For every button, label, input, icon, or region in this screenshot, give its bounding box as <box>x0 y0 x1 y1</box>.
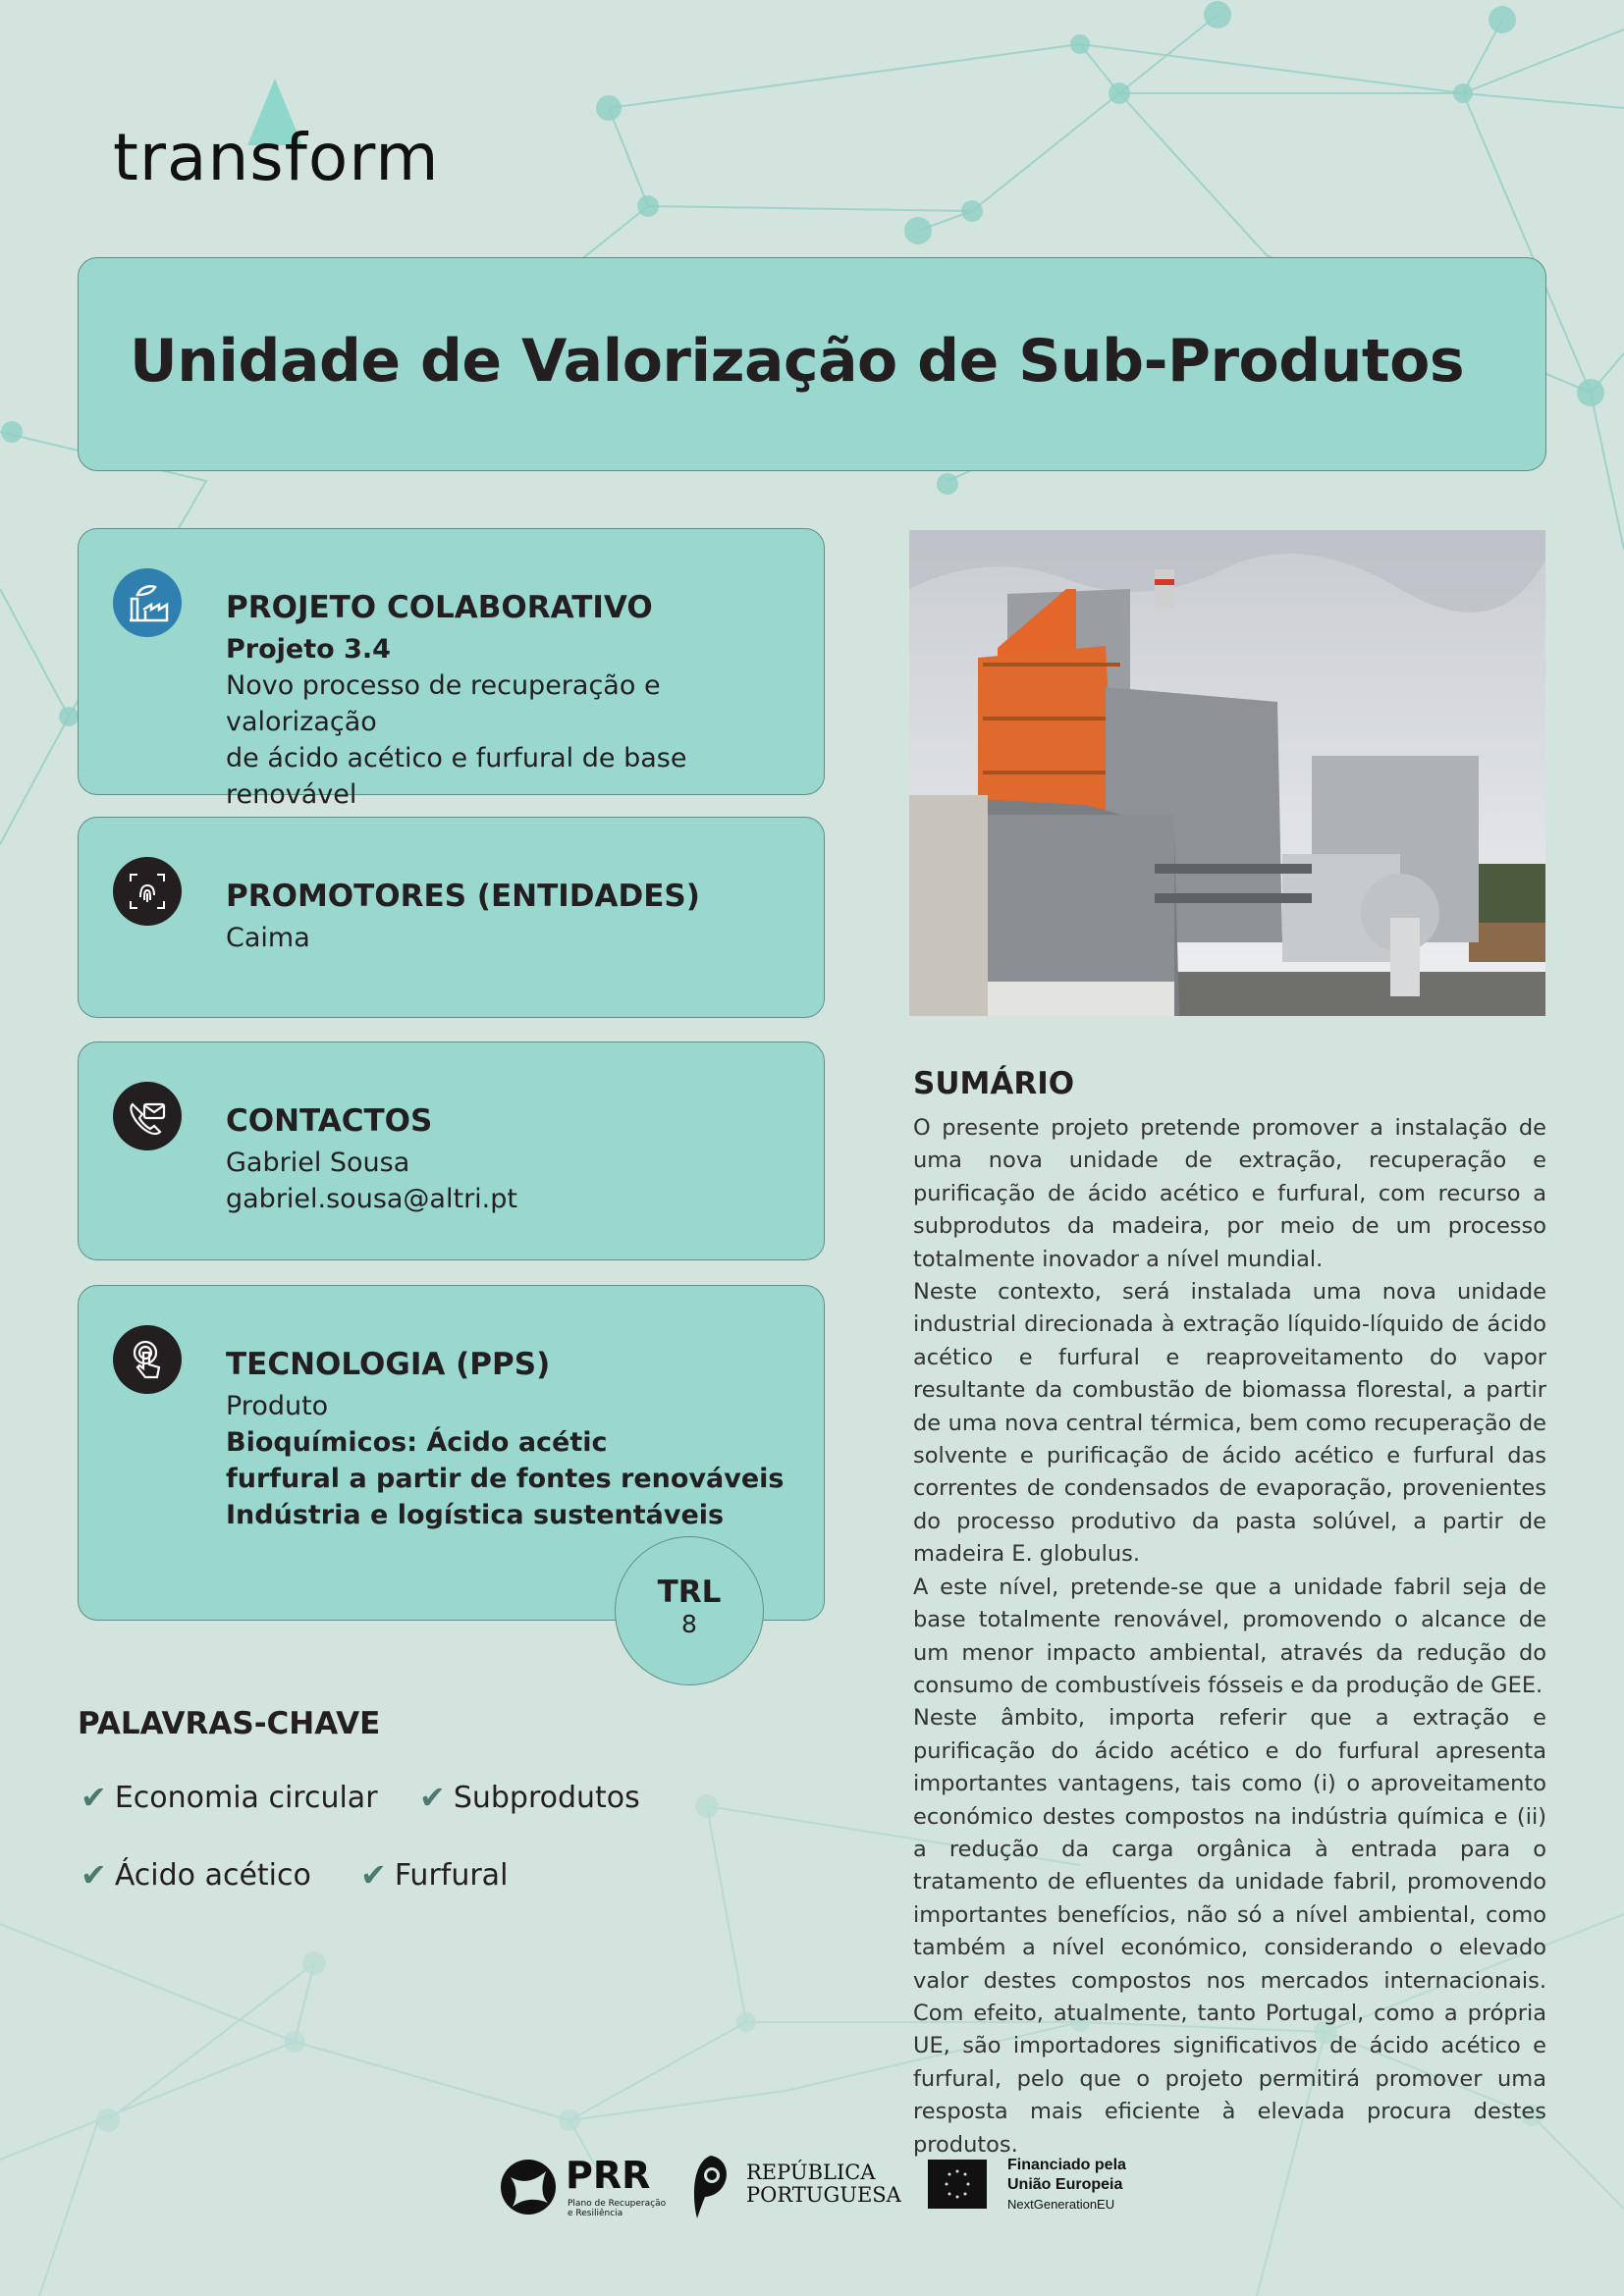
keyword-label: Economia circular <box>114 1780 378 1815</box>
card-line: Novo processo de recuperação e valorização <box>226 670 661 737</box>
card-projeto-colaborativo <box>78 528 825 810</box>
card-heading: PROMOTORES (ENTIDADES) <box>226 879 700 914</box>
summary-heading: SUMÁRIO <box>913 1066 1075 1101</box>
card-line: furfural a partir de fontes renováveis <box>226 1464 785 1494</box>
card-heading: TECNOLOGIA (PPS) <box>226 1347 551 1382</box>
keywords-heading: PALAVRAS-CHAVE <box>78 1706 381 1741</box>
eu-text: Financiado pela <box>1007 2157 1126 2173</box>
summary-paragraph: A este nível, pretende-se que a unidade fabril seja de base totalmente renovável, promovendo o alcance de um menor impacto ambiental, através da redução do consumo de combustíveis fósseis e da produção de GEE. <box>913 1574 1546 1698</box>
eu-text: NextGenerationEU <box>1007 2197 1115 2212</box>
page-title: Unidade de Valorização de Sub-Produtos <box>130 327 1465 396</box>
check-icon: ✔ <box>81 1856 107 1894</box>
touch-hand-icon <box>113 1325 182 1394</box>
keyword-label: Subprodutos <box>453 1780 640 1815</box>
card-promotores <box>78 817 825 1018</box>
summary-paragraph: O presente projeto pretende promover a instalação de uma nova unidade de extração, recuperação e purificação de ácido acético e furfural, com recurso a subprodutos da madeira, por meio de um processo totalmente inovador a nível mundial. <box>913 1115 1546 1272</box>
keyword-label: Ácido acético <box>114 1857 311 1893</box>
keyword-item <box>81 1856 311 1894</box>
card-line: Indústria e logística sustentáveis <box>226 1500 725 1530</box>
summary-paragraph: Neste âmbito, importa referir que a extração e purificação do ácido acético e do furfural apresenta importantes vantagens, tais como (i) o aproveitamento económico destes compostos na indústria química e (ii) a redução da carga orgânica à entrada para o tratamento de efluentes da unidade fabril, promovendo importantes benefícios, não só a nível ambiental, como também a nível económico, considerando o elevado valor destes compostos nos mercados internacionais. Com efeito, atualmente, tanto Portugal, como a própria UE, são importadores significativos de ácido acético e furfural, pelo que o projeto permitirá promover uma resposta mais eficiente à elevada procura destes produtos. <box>913 1705 1546 2158</box>
card-subtitle: Projeto 3.4 <box>226 634 391 665</box>
card-line: Bioquímicos: Ácido acétic <box>226 1427 608 1458</box>
check-icon: ✔ <box>419 1779 446 1816</box>
trl-badge <box>615 1536 764 1685</box>
prr-logo <box>499 2158 558 2216</box>
keyword-item <box>360 1856 508 1894</box>
card-line: Caima <box>226 923 310 953</box>
summary-text <box>913 1112 1546 2162</box>
eu-text: União Europeia <box>1007 2176 1123 2193</box>
funding-logos <box>499 2150 1166 2223</box>
contact-name: Gabriel Sousa <box>226 1148 410 1178</box>
republica-text: REPÚBLICA <box>746 2161 876 2184</box>
card-line: de ácido acético e furfural de base renovável <box>226 743 687 810</box>
check-icon: ✔ <box>360 1856 387 1894</box>
card-heading: CONTACTOS <box>226 1103 433 1139</box>
card-contactos <box>78 1041 825 1260</box>
prr-subtitle: e Resiliência <box>568 2209 623 2218</box>
trl-label: TRL <box>657 1575 722 1610</box>
card-heading: PROJETO COLABORATIVO <box>226 590 653 625</box>
transform-logo: transform <box>113 79 407 196</box>
portuguesa-text: PORTUGUESA <box>746 2183 901 2207</box>
trl-value: 8 <box>681 1610 697 1638</box>
keyword-item <box>419 1779 640 1816</box>
summary-paragraph: Neste contexto, será instalada uma nova unidade industrial direcionada à extração líquido-líquido de ácido acético e furfural e reaproveitamento do vapor resultante da combustão de biomassa florestal, a partir de uma nova central térmica, bem como recuperação de solvente e purificação de ácido acético e furfural das correntes de condensados de evaporação, provenientes do processo produtivo da pasta solúvel, a partir de madeira E. globulus. <box>913 1279 1546 1568</box>
factory-leaf-icon <box>113 568 182 637</box>
keyword-item <box>81 1779 378 1816</box>
republica-portuguesa-emblem <box>691 2156 732 2218</box>
title-banner <box>78 257 1546 471</box>
contact-email[interactable]: gabriel.sousa@altri.pt <box>226 1184 517 1214</box>
prr-text: PRR <box>566 2154 651 2197</box>
check-icon: ✔ <box>81 1779 107 1816</box>
fingerprint-icon <box>113 857 182 926</box>
prr-subtitle: Plano de Recuperação <box>568 2199 667 2209</box>
keyword-label: Furfural <box>394 1857 509 1893</box>
eu-flag-icon <box>928 2160 987 2209</box>
card-line: Produto <box>226 1391 329 1421</box>
phone-mail-icon <box>113 1082 182 1150</box>
factory-photo <box>909 530 1545 1016</box>
